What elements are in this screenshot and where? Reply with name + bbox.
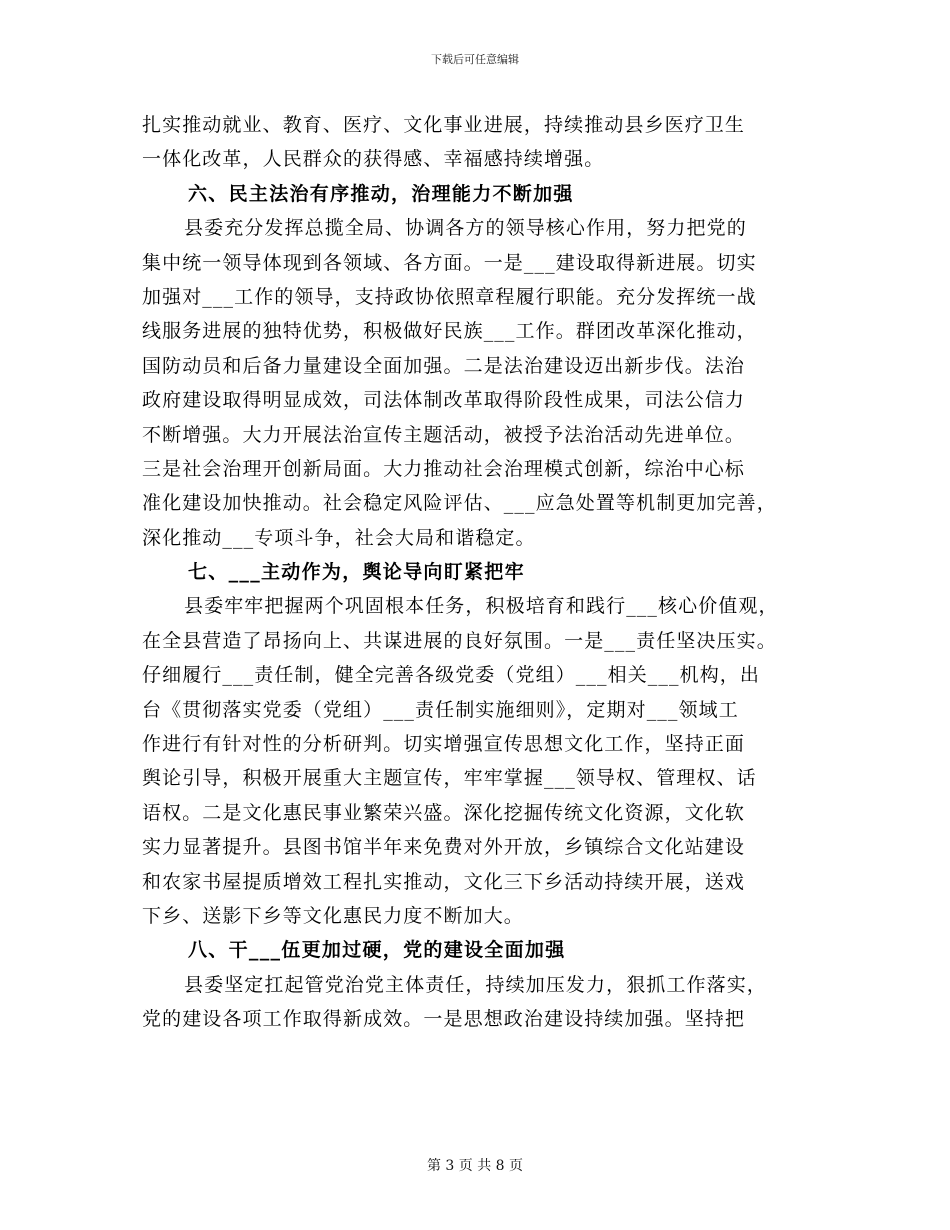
text-line: 集中统一领导体现到各领域、各方面。一是___建设取得新进展。切实 [142, 251, 757, 274]
text-line: 台《贯彻落实党委（党组）___责任制实施细则》，定期对___领域工 [142, 698, 739, 721]
text-line: 语权。二是文化惠民事业繁荣兴盛。深化挖掘传统文化资源，文化软 [142, 801, 746, 824]
page-header-note: 下载后可任意编辑 [431, 53, 519, 66]
document-body [142, 108, 822, 1037]
text-line: 扎实推动就业、教育、医疗、文化事业进展，持续推动县乡医疗卫生 [142, 114, 746, 136]
section-heading: 六、民主法治有序推动，治理能力不断加强 [188, 182, 574, 205]
text-line: 三是社会治理开创新局面。大力推动社会治理模式创新，综治中心标 [142, 457, 746, 480]
text-line: 舆论引导，积极开展重大主题宣传，牢牢掌握___领导权、管理权、话 [142, 767, 757, 790]
text-line: 作进行有针对性的分析研判。切实增强宣传思想文化工作，坚持正面 [142, 733, 746, 756]
text-line: 政府建设取得明显成效，司法体制改革取得阶段性成果，司法公信力 [142, 389, 746, 412]
text-line: 线服务进展的独特优势，积极做好民族___工作。群团改革深化推动， [142, 320, 757, 343]
text-line: 在全县营造了昂扬向上、共谋进展的良好氛围。一是___责任坚决压实。 [142, 629, 777, 652]
text-line: 县委牢牢把握两个巩固根本任务，积极培育和践行___核心价值观， [184, 595, 779, 618]
section-heading: 八、干___伍更加过硬，党的建设全面加强 [188, 939, 566, 962]
text-line: 实力显著提升。县图书馆半年来免费对外开放，乡镇综合文化站建设 [142, 836, 746, 859]
text-line: 准化建设加快推动。社会稳定风险评估、___应急处置等机制更加完善， [142, 492, 777, 515]
text-line: 一体化改革，人民群众的获得感、幸福感持续增强。 [142, 148, 605, 171]
text-line: 下乡、送影下乡等文化惠民力度不断加大。 [142, 904, 524, 927]
text-line: 县委坚定扛起管党治党主体责任，持续加压发力，狠抓工作落实， [184, 973, 767, 996]
text-line: 县委充分发挥总揽全局、协调各方的领导核心作用，努力把党的 [184, 217, 747, 240]
text-line: 仔细履行___责任制，健全完善各级党委（党组）___相关___机构，出 [142, 664, 761, 687]
page-number: 第 3 页 共 8 页 [426, 1158, 524, 1174]
text-line: 不断增强。大力开展法治宣传主题活动，被授予法治活动先进单位。 [142, 423, 746, 446]
text-line: 深化推动___专项斗争，社会大局和谐稳定。 [142, 526, 536, 549]
text-line: 国防动员和后备力量建设全面加强。二是法治建设迈出新步伐。法治 [142, 354, 746, 377]
text-line: 加强对___工作的领导，支持政协依照章程履行职能。充分发挥统一战 [142, 285, 757, 308]
text-line: 党的建设各项工作取得新成效。一是思想政治建设持续加强。坚持把 [142, 1008, 746, 1031]
section-heading: 七、___主动作为，舆论导向盯紧把牢 [188, 561, 525, 584]
text-line: 和农家书屋提质增效工程扎实推动，文化三下乡活动持续开展，送戏 [142, 870, 746, 893]
